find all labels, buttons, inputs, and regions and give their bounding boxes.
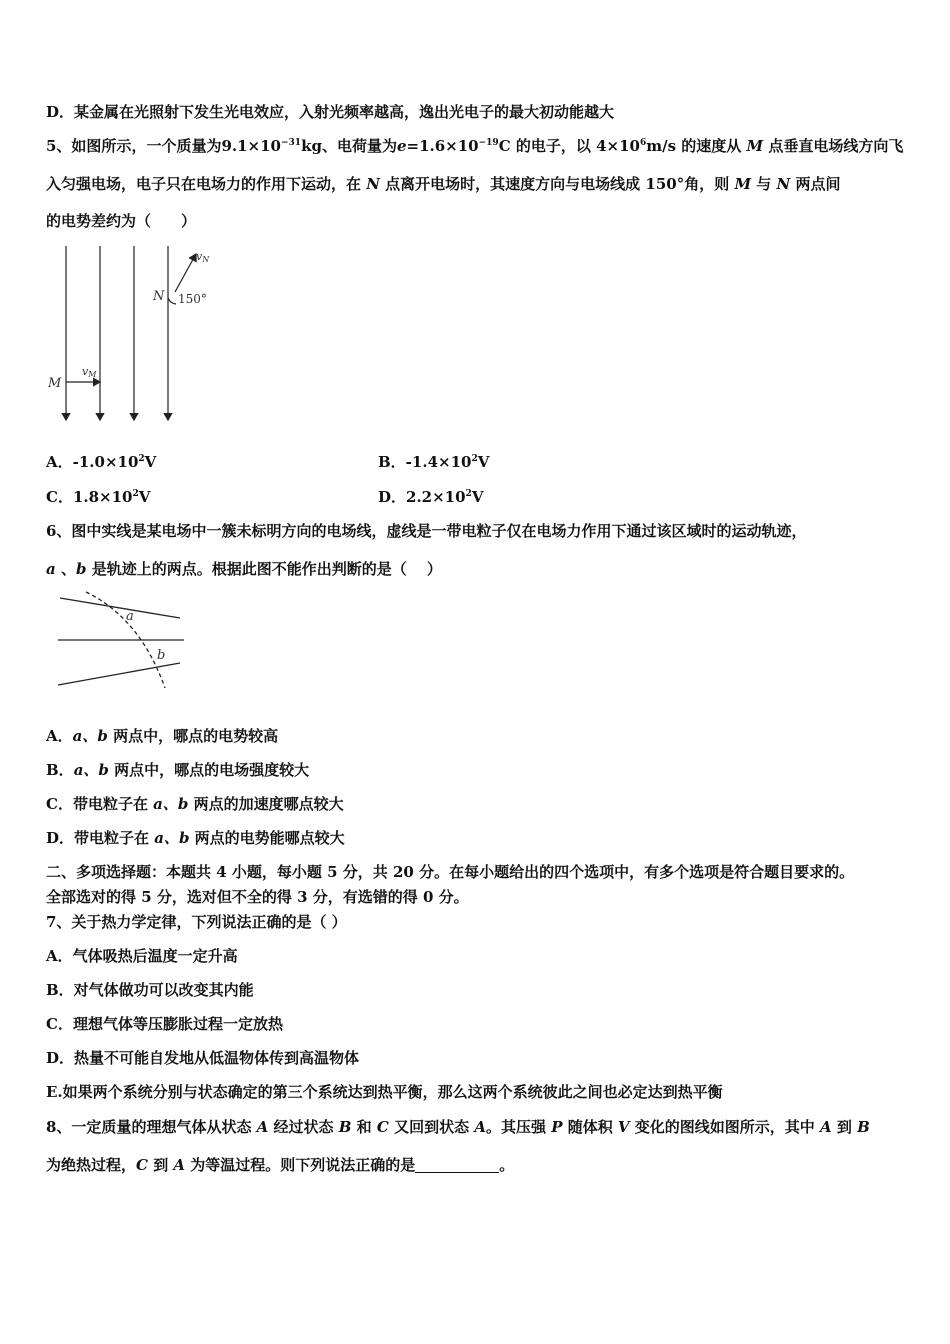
q7-option-e: E.如果两个系统分别与状态确定的第三个系统达到热平衡，那么这两个系统彼此之间也必定达到热平衡	[46, 1083, 723, 1101]
q5-option-a: A．$-1.0\times 10^2V$	[46, 453, 157, 471]
q6-option-a: A．a、b 两点中，哪点的电势较高	[46, 727, 279, 745]
q6-option-d: D．带电粒子在 a、b 两点的电势能哪点较大	[46, 829, 345, 847]
q7-option-c: C．理想气体等压膨胀过程一定放热	[46, 1015, 283, 1033]
label-vn: vN	[196, 250, 210, 264]
q7-option-d: D．热量不可能自发地从低温物体传到高温物体	[46, 1049, 360, 1067]
q5-stem-line2: 入匀强电场，电子只在电场力的作用下运动，在 N 点离开电场时，其速度方向与电场线成 150°角，则 M 与 N 两点间	[46, 175, 841, 193]
q5-option-d: D．$2.2\times 10^2V$	[378, 488, 484, 506]
q8-stem-line1: 8、一定质量的理想气体从状态 A 经过状态 B 和 C 又回到状态 A。其压强 P 随体积 V 变化的图线如图所示，其中 A 到 B	[46, 1118, 870, 1136]
q5-stem-line3: 的电势差约为（ ）	[46, 212, 197, 230]
q6-option-c: C．带电粒子在 a、b 两点的加速度哪点较大	[46, 795, 344, 813]
solid-field-line-1	[60, 598, 180, 618]
label-angle: 150°	[178, 292, 207, 306]
q5-option-c: C．$1.8\times 10^2V$	[46, 488, 151, 506]
q5-option-b: B．$-1.4\times 10^2V$	[378, 453, 490, 471]
solid-field-line-3	[58, 663, 180, 685]
section2-heading-line1: 二、多项选择题：本题共 4 小题，每小题 5 分，共 20 分。在每小题给出的四个选项中，有多个选项是符合题目要求的。	[46, 863, 855, 881]
label-a: a	[126, 609, 134, 624]
q6-stem-line2: a 、b 是轨迹上的两点。根据此图不能作出判断的是（ ）	[46, 560, 442, 578]
label-m: M	[48, 376, 62, 391]
label-b: b	[157, 648, 166, 663]
q5-field-diagram	[40, 240, 230, 430]
q7-stem: 7、关于热力学定律，下列说法正确的是（ ）	[46, 913, 347, 931]
angle-arc	[168, 298, 176, 304]
q7-option-a: A．气体吸热后温度一定升高	[46, 947, 238, 965]
q6-option-b: B．a、b 两点中，哪点的电场强度较大	[46, 761, 310, 779]
section2-heading-line2: 全部选对的得 5 分，选对但不全的得 3 分，有选错的得 0 分。	[46, 888, 469, 906]
q6-stem-line1: 6、图中实线是某电场中一簇未标明方向的电场线，虚线是一带电粒子仅在电场力作用下通过该区域时的运动轨迹，	[46, 522, 807, 540]
q7-option-b: B．对气体做功可以改变其内能	[46, 981, 254, 999]
label-vm: vM	[82, 365, 97, 379]
q6-field-lines-diagram	[50, 588, 190, 698]
q5-stem-line1: 5、如图所示，一个质量为$9.1\times 10^{-31}kg$、电荷量为$e=1.6\times 10^{-19}C$ 的电子，以 $4\times 10^6m/s$ 的速度从 M 点垂直电场线方向飞	[46, 137, 904, 155]
velocity-vn-arrow	[175, 254, 196, 292]
label-n: N	[153, 289, 165, 304]
q4-option-d: D．某金属在光照射下发生光电效应，入射光频率越高，逸出光电子的最大初动能越大	[46, 103, 615, 121]
q8-stem-line2: 为绝热过程，C 到 A 为等温过程。则下列说法正确的是 。	[46, 1156, 515, 1174]
answer-blank[interactable]	[415, 1158, 499, 1173]
